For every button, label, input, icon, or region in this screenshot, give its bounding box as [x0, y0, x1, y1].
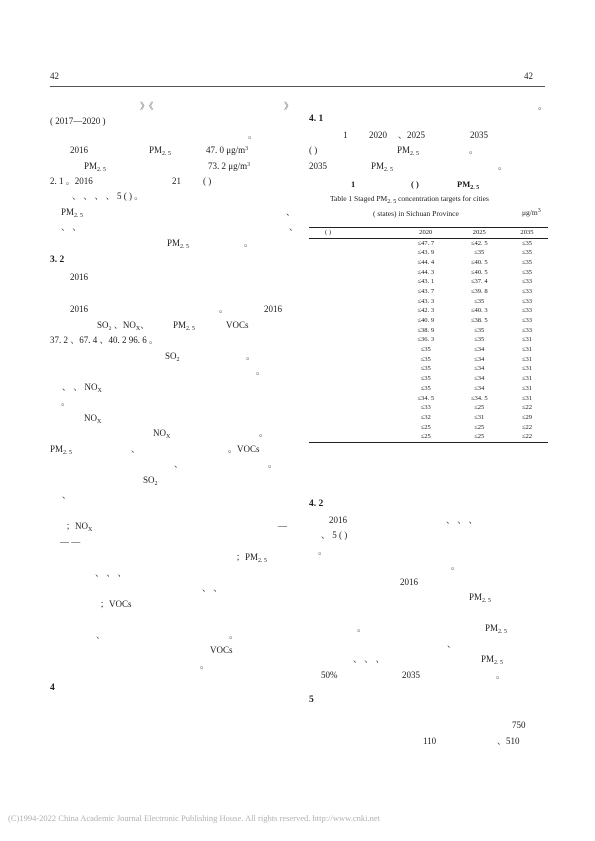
text-fragment: 2016: [70, 145, 88, 155]
text-fragment: 2016: [264, 304, 282, 314]
region-cell: [309, 355, 399, 365]
text-fragment: 2035: [470, 130, 488, 140]
text-fragment: 、 5 ( ): [321, 530, 348, 540]
target-cell: ≤40. 3: [470, 307, 488, 315]
nox-term: ；$NO_X$: [66, 521, 93, 533]
target-cell: ≤35: [474, 326, 485, 334]
target-cell: ≤25: [420, 423, 431, 431]
target-cell: ≤44. 3: [417, 268, 435, 276]
table-row: [309, 346, 548, 356]
text-fragment: 。: [219, 304, 229, 314]
region-cell: [309, 258, 399, 268]
pm25-term: $PM_{2. 5}$: [149, 145, 172, 157]
column-header: 2020: [399, 228, 453, 239]
text-fragment: 73. 2 $\mu g/m^3$: [208, 161, 251, 171]
target-cell: ≤42. 5: [470, 239, 488, 247]
pm25-term: $PM_{2. 5}$: [397, 145, 420, 157]
text-fragment: 。: [200, 660, 210, 670]
target-cell: ≤34. 5: [417, 394, 435, 402]
text-fragment: 、 、 、 、 5 ( ) 。: [72, 191, 144, 201]
region-cell: [309, 346, 399, 356]
target-cell: ≤44. 4: [417, 258, 435, 266]
so2-term: $SO_2$: [165, 351, 180, 363]
table-row: [309, 413, 548, 423]
region-cell: [309, 326, 399, 336]
text-fragment: —: [278, 521, 287, 531]
text-fragment: 。: [248, 130, 258, 140]
target-cell: ≤31: [521, 394, 533, 402]
pm25-term: $PM_{2. 5}$: [485, 623, 508, 635]
text-fragment: ( 2017—2020 ): [50, 116, 106, 126]
text-fragment: 。: [268, 459, 278, 469]
text-fragment: 、: [96, 630, 106, 640]
target-cell: ≤47. 7: [417, 239, 435, 247]
section-heading-4-1: 4. 1: [309, 114, 324, 124]
emissions-terms: SO₂ 、$NO_X$、: [97, 320, 150, 332]
target-cell: ≤22: [521, 433, 533, 441]
target-cell: ≤34. 5: [470, 394, 488, 402]
text-fragment: VOCs: [226, 320, 249, 330]
pm25-term: $PM_{2. 5}$: [371, 161, 394, 173]
text-fragment: 、510: [497, 736, 520, 746]
table-row: [309, 307, 548, 317]
text-fragment: VOCs: [210, 645, 233, 655]
text-fragment: 50%: [321, 670, 338, 680]
target-cell: ≤25: [474, 423, 485, 431]
text-fragment: — —: [60, 537, 81, 547]
page-number-right: 42: [524, 71, 533, 81]
pm25-term: $PM_{2. 5}$: [469, 592, 492, 604]
target-cell: ≤31: [521, 336, 533, 344]
region-cell: [309, 307, 399, 317]
text-fragment: 110: [423, 736, 437, 746]
table-row: [309, 336, 548, 346]
target-cell: ≤40. 5: [470, 258, 488, 266]
text-fragment: 》: [284, 101, 294, 111]
target-cell: ≤35: [420, 375, 431, 383]
text-fragment: ；VOCs: [100, 599, 132, 609]
text-fragment: 、: [62, 490, 72, 500]
region-cell: [309, 249, 399, 259]
region-cell: [309, 384, 399, 394]
target-cell: ≤35: [521, 258, 533, 266]
text-fragment: 、 、 、: [353, 654, 385, 664]
page-number-left: 42: [50, 71, 59, 81]
table-row: [309, 423, 548, 433]
region-cell: [309, 413, 399, 423]
pm25-term: $PM_{2. 5}$: [50, 444, 73, 456]
table-row: [309, 326, 548, 336]
text-fragment: 。: [229, 630, 239, 640]
text-fragment: 。: [244, 238, 254, 248]
section-heading-4: 4: [50, 683, 55, 693]
target-cell: ≤34: [474, 375, 485, 383]
target-cell: ≤43. 7: [417, 287, 435, 295]
table-row: [309, 239, 548, 249]
text-fragment: 、: [447, 639, 457, 649]
region-cell: [309, 297, 399, 307]
table-row: [309, 317, 548, 327]
target-cell: ≤31: [521, 355, 533, 363]
region-cell: [309, 394, 399, 404]
table-row: [309, 404, 548, 414]
text-fragment: 、 、: [202, 583, 223, 593]
table-caption-paren: ( ): [411, 179, 419, 189]
target-cell: ≤35: [420, 384, 431, 392]
target-cell: ≤33: [420, 404, 431, 412]
table-row: [309, 249, 548, 259]
target-cell: ≤35: [420, 355, 431, 363]
text-fragment: 、: [289, 222, 299, 232]
target-cell: ≤35: [474, 297, 485, 305]
text-fragment: 2016: [70, 272, 88, 282]
table-row: [309, 433, 548, 443]
text-fragment: 2020: [369, 130, 387, 140]
target-cell: ≤35: [420, 365, 431, 373]
text-fragment: 2035: [402, 670, 420, 680]
region-cell: [309, 433, 399, 443]
target-cell: ≤34: [474, 384, 485, 392]
text-fragment: 》《: [140, 101, 154, 111]
text-fragment: 2016: [329, 515, 347, 525]
text-fragment: 。: [498, 161, 508, 171]
target-cell: ≤31: [521, 384, 533, 392]
region-cell: [309, 317, 399, 327]
target-cell: ≤25: [474, 404, 485, 412]
text-fragment: 47. 0 $\mu g/m^3$: [206, 145, 249, 155]
region-cell: [309, 375, 399, 385]
table-row: [309, 287, 548, 297]
target-cell: ≤32: [420, 413, 431, 421]
table-row: [309, 355, 548, 365]
pm25-term: $PM_{2. 5}$: [173, 320, 196, 332]
text-fragment: 、 、 、: [446, 515, 478, 525]
text-fragment: 、 、 、: [95, 568, 127, 578]
nox-line: 、 、 $NO_X$: [62, 382, 102, 394]
text-fragment: 2016: [400, 577, 418, 587]
text-fragment: 。: [538, 101, 548, 111]
region-cell: [309, 239, 399, 249]
copyright-footer: (C)1994-2022 China Academic Journal Electronic Publishing House. All rights reserved. http://www.cnki.net: [8, 813, 380, 823]
target-cell: ≤22: [521, 404, 533, 412]
text-fragment: 。: [496, 670, 506, 680]
text-fragment: 、: [286, 207, 296, 217]
target-cell: ≤31: [474, 413, 485, 421]
column-header: 2025: [453, 228, 507, 239]
target-cell: ≤33: [521, 287, 533, 295]
target-cell: ≤36. 3: [417, 336, 435, 344]
region-cell: [309, 404, 399, 414]
table-row: [309, 278, 548, 288]
table-caption-en-2: ( states) in Sichuan Province: [373, 209, 459, 218]
text-fragment: 、: [131, 444, 141, 454]
target-cell: ≤34: [474, 365, 485, 373]
table-row: [309, 258, 548, 268]
target-cell: ≤25: [474, 433, 485, 441]
target-cell: ≤33: [521, 297, 533, 305]
target-cell: ≤33: [521, 278, 533, 286]
text-fragment: 。VOCs: [228, 444, 260, 454]
table-header-row: [309, 228, 548, 239]
table-caption-pm25: $PM_{2. 5}$: [457, 179, 480, 191]
region-cell: [309, 336, 399, 346]
target-cell: ≤38. 5: [470, 317, 488, 325]
text-fragment: 。: [256, 366, 266, 376]
table-body: [309, 239, 548, 443]
target-cell: ≤33: [521, 326, 533, 334]
target-cell: ≤43. 1: [417, 278, 435, 286]
region-cell: [309, 423, 399, 433]
text-fragment: 。: [61, 397, 71, 407]
nox-term: $NO_X$: [153, 428, 171, 440]
table-row: [309, 297, 548, 307]
text-fragment: 2035: [309, 161, 327, 171]
so2-term: $SO_2$: [143, 475, 158, 487]
table-number: 1: [351, 179, 356, 189]
target-cell: ≤34: [474, 355, 485, 363]
table-row: [309, 384, 548, 394]
target-cell: ≤42. 3: [417, 307, 435, 315]
emission-values: 37. 2 、67. 4 、40. 2 96. 6 。: [50, 335, 159, 345]
text-fragment: ( ): [309, 145, 318, 155]
pm25-targets-table: [309, 227, 548, 443]
target-cell: ≤43. 3: [417, 297, 435, 305]
target-cell: ≤25: [420, 433, 431, 441]
text-fragment: 2016: [70, 304, 88, 314]
target-cell: ≤31: [521, 375, 533, 383]
target-cell: ≤35: [474, 336, 485, 344]
target-cell: ≤29: [521, 413, 533, 421]
pm25-term: $PM_{2. 5}$: [84, 161, 107, 173]
text-fragment: 2. 1 。2016: [50, 176, 93, 186]
target-cell: ≤38. 9: [417, 326, 435, 334]
text-fragment: 、2025: [398, 130, 426, 140]
target-cell: ≤31: [521, 365, 533, 373]
text-fragment: 750: [512, 720, 526, 730]
region-cell: [309, 287, 399, 297]
target-cell: ≤31: [521, 346, 533, 354]
column-header: ( ): [309, 228, 399, 239]
target-cell: ≤35: [474, 249, 485, 257]
target-cell: ≤35: [420, 346, 431, 354]
pm25-term: $PM_{2. 5}$: [167, 238, 190, 250]
text-fragment: 。: [318, 546, 328, 556]
target-cell: ≤35: [521, 239, 533, 247]
section-heading-4-2: 4. 2: [309, 499, 324, 509]
text-fragment: 、 、: [61, 222, 82, 232]
text-fragment: 。: [259, 428, 269, 438]
table-row: [309, 375, 548, 385]
target-cell: ≤33: [521, 307, 533, 315]
target-cell: ≤35: [521, 268, 533, 276]
text-fragment: ( ): [203, 176, 212, 186]
table-row: [309, 394, 548, 404]
table-row: [309, 268, 548, 278]
target-cell: ≤40. 9: [417, 317, 435, 325]
text-fragment: 21: [172, 176, 181, 186]
region-cell: [309, 268, 399, 278]
section-heading-5: 5: [309, 695, 314, 705]
target-cell: ≤35: [521, 249, 533, 257]
target-cell: ≤22: [521, 423, 533, 431]
nox-term: $NO_X$: [84, 413, 102, 425]
region-cell: [309, 365, 399, 375]
pm25-term: $PM_{2. 5}$: [481, 654, 504, 666]
region-cell: [309, 278, 399, 288]
target-cell: ≤37. 4: [470, 278, 488, 286]
text-fragment: 、: [174, 459, 184, 469]
column-header: 2035: [506, 228, 548, 239]
text-fragment: 。: [451, 561, 461, 571]
header-rule: [50, 86, 545, 87]
target-cell: ≤34: [474, 346, 485, 354]
target-cell: ≤33: [521, 317, 533, 325]
target-cell: ≤43. 9: [417, 249, 435, 257]
target-cell: ≤40. 5: [470, 268, 488, 276]
text-fragment: 1: [343, 130, 348, 140]
pm25-term: ；$PM_{2. 5}$: [236, 552, 268, 564]
section-heading-3-2: 3. 2: [50, 255, 65, 265]
text-fragment: 。: [246, 351, 256, 361]
pm25-term: $PM_{2. 5}$: [61, 207, 84, 219]
text-fragment: 。: [357, 623, 367, 633]
table-unit: $\mu g/m^3$: [522, 208, 541, 217]
text-fragment: 。: [469, 145, 479, 155]
table-row: [309, 365, 548, 375]
table-caption-en: Table 1 Staged $PM_{2. 5}$ concentration targets for cities: [330, 194, 489, 205]
target-cell: ≤39. 8: [470, 287, 488, 295]
